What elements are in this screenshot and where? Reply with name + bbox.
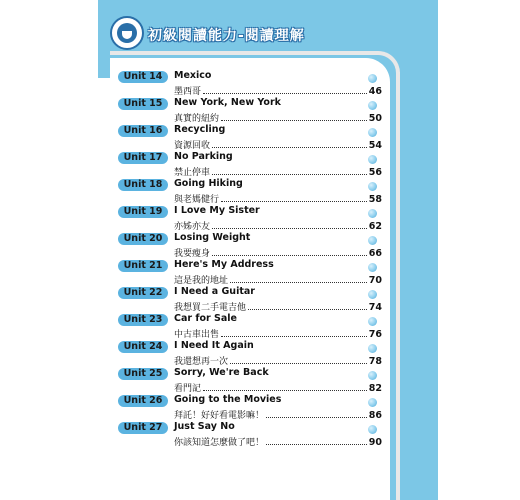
entry-subtitle: 這是我的地址 xyxy=(174,276,229,286)
page-number: 74 xyxy=(368,302,382,313)
unit-badge: Unit 18 xyxy=(118,179,168,191)
page-number: 46 xyxy=(368,86,382,97)
entry-title: Recycling xyxy=(174,124,226,135)
bullet-dot-icon xyxy=(368,236,377,245)
dot-leader xyxy=(221,201,367,202)
dot-leader xyxy=(248,309,367,310)
entry-subtitle: 我要瘦身 xyxy=(174,249,211,259)
toc-entry[interactable] xyxy=(118,233,382,260)
unit-badge: Unit 27 xyxy=(118,422,168,434)
bullet-dot-icon xyxy=(368,290,377,299)
entry-title: I Love My Sister xyxy=(174,205,260,216)
bullet-dot-icon xyxy=(368,182,377,191)
page-number: 58 xyxy=(368,194,382,205)
entry-title: I Need It Again xyxy=(174,340,254,351)
bullet-dot-icon xyxy=(368,371,377,380)
toc-entry[interactable] xyxy=(118,98,382,125)
unit-badge: Unit 17 xyxy=(118,152,168,164)
toc-entry[interactable] xyxy=(118,368,382,395)
page-number: 62 xyxy=(368,221,382,232)
unit-badge: Unit 23 xyxy=(118,314,168,326)
entry-subtitle: 墨西哥 xyxy=(174,87,202,97)
page-number: 78 xyxy=(368,356,382,367)
unit-badge: Unit 15 xyxy=(118,98,168,110)
entry-subtitle: 我還想再一次 xyxy=(174,357,229,367)
entry-subtitle: 你該知道怎麼做了吧！ xyxy=(174,438,265,448)
entry-title: Going to the Movies xyxy=(174,394,282,405)
mascot-logo-icon xyxy=(110,16,144,50)
bullet-dot-icon xyxy=(368,101,377,110)
toc-entry[interactable] xyxy=(118,422,382,449)
toc-entry[interactable] xyxy=(118,179,382,206)
toc-entry[interactable] xyxy=(118,341,382,368)
bullet-dot-icon xyxy=(368,155,377,164)
entry-title: Here's My Address xyxy=(174,259,274,270)
toc-entry[interactable] xyxy=(118,152,382,179)
entry-subtitle: 拜託！好好看電影嘛！ xyxy=(174,411,265,421)
page-number: 66 xyxy=(368,248,382,259)
dot-leader xyxy=(212,228,367,229)
entry-title: No Parking xyxy=(174,151,233,162)
page-number: 54 xyxy=(368,140,382,151)
unit-badge: Unit 20 xyxy=(118,233,168,245)
dot-leader xyxy=(212,147,367,148)
dot-leader xyxy=(266,444,367,445)
entry-subtitle: 中古車出售 xyxy=(174,330,220,340)
unit-badge: Unit 14 xyxy=(118,71,168,83)
entry-title: Mexico xyxy=(174,70,212,81)
entry-subtitle: 與老媽健行 xyxy=(174,195,220,205)
dot-leader xyxy=(230,363,367,364)
toc-entry[interactable] xyxy=(118,314,382,341)
entry-title: Sorry, We're Back xyxy=(174,367,269,378)
unit-badge: Unit 26 xyxy=(118,395,168,407)
dot-leader xyxy=(212,255,367,256)
toc-entry[interactable] xyxy=(118,125,382,152)
entry-subtitle: 亦姊亦友 xyxy=(174,222,211,232)
dot-leader xyxy=(203,93,367,94)
bullet-dot-icon xyxy=(368,209,377,218)
unit-badge: Unit 16 xyxy=(118,125,168,137)
page-number: 82 xyxy=(368,383,382,394)
dot-leader xyxy=(221,336,367,337)
unit-badge: Unit 24 xyxy=(118,341,168,353)
panel-border-right xyxy=(396,72,400,500)
bullet-dot-icon xyxy=(368,398,377,407)
panel-border-top xyxy=(110,51,400,73)
page-number: 90 xyxy=(368,437,382,448)
toc-entry[interactable] xyxy=(118,71,382,98)
entry-title: Just Say No xyxy=(174,421,235,432)
dot-leader xyxy=(266,417,367,418)
dot-leader xyxy=(221,120,367,121)
entry-subtitle: 真實的紐約 xyxy=(174,114,220,124)
unit-badge: Unit 21 xyxy=(118,260,168,272)
toc-entry[interactable] xyxy=(118,206,382,233)
dot-leader xyxy=(203,390,367,391)
right-band xyxy=(386,0,438,500)
page-number: 50 xyxy=(368,113,382,124)
bullet-dot-icon xyxy=(368,128,377,137)
bullet-dot-icon xyxy=(368,425,377,434)
toc-entry[interactable] xyxy=(118,260,382,287)
bullet-dot-icon xyxy=(368,344,377,353)
toc-entry[interactable] xyxy=(118,287,382,314)
entry-subtitle: 資源回收 xyxy=(174,141,211,151)
page-number: 70 xyxy=(368,275,382,286)
entry-title: Going Hiking xyxy=(174,178,243,189)
bullet-dot-icon xyxy=(368,317,377,326)
entry-subtitle: 看門記 xyxy=(174,384,202,394)
page-number: 76 xyxy=(368,329,382,340)
unit-badge: Unit 25 xyxy=(118,368,168,380)
page-title: 初級閱讀能力-閱讀理解 xyxy=(148,28,305,44)
toc-entry[interactable] xyxy=(118,395,382,422)
unit-badge: Unit 19 xyxy=(118,206,168,218)
entry-title: New York, New York xyxy=(174,97,281,108)
page-number: 56 xyxy=(368,167,382,178)
bullet-dot-icon xyxy=(368,74,377,83)
entry-subtitle: 我想買二手電吉他 xyxy=(174,303,247,313)
entry-title: I Need a Guitar xyxy=(174,286,255,297)
dot-leader xyxy=(230,282,367,283)
entry-subtitle: 禁止停車 xyxy=(174,168,211,178)
entry-title: Car for Sale xyxy=(174,313,237,324)
dot-leader xyxy=(212,174,367,175)
bullet-dot-icon xyxy=(368,263,377,272)
page-number: 86 xyxy=(368,410,382,421)
entry-title: Losing Weight xyxy=(174,232,251,243)
table-of-contents xyxy=(118,71,382,449)
unit-badge: Unit 22 xyxy=(118,287,168,299)
